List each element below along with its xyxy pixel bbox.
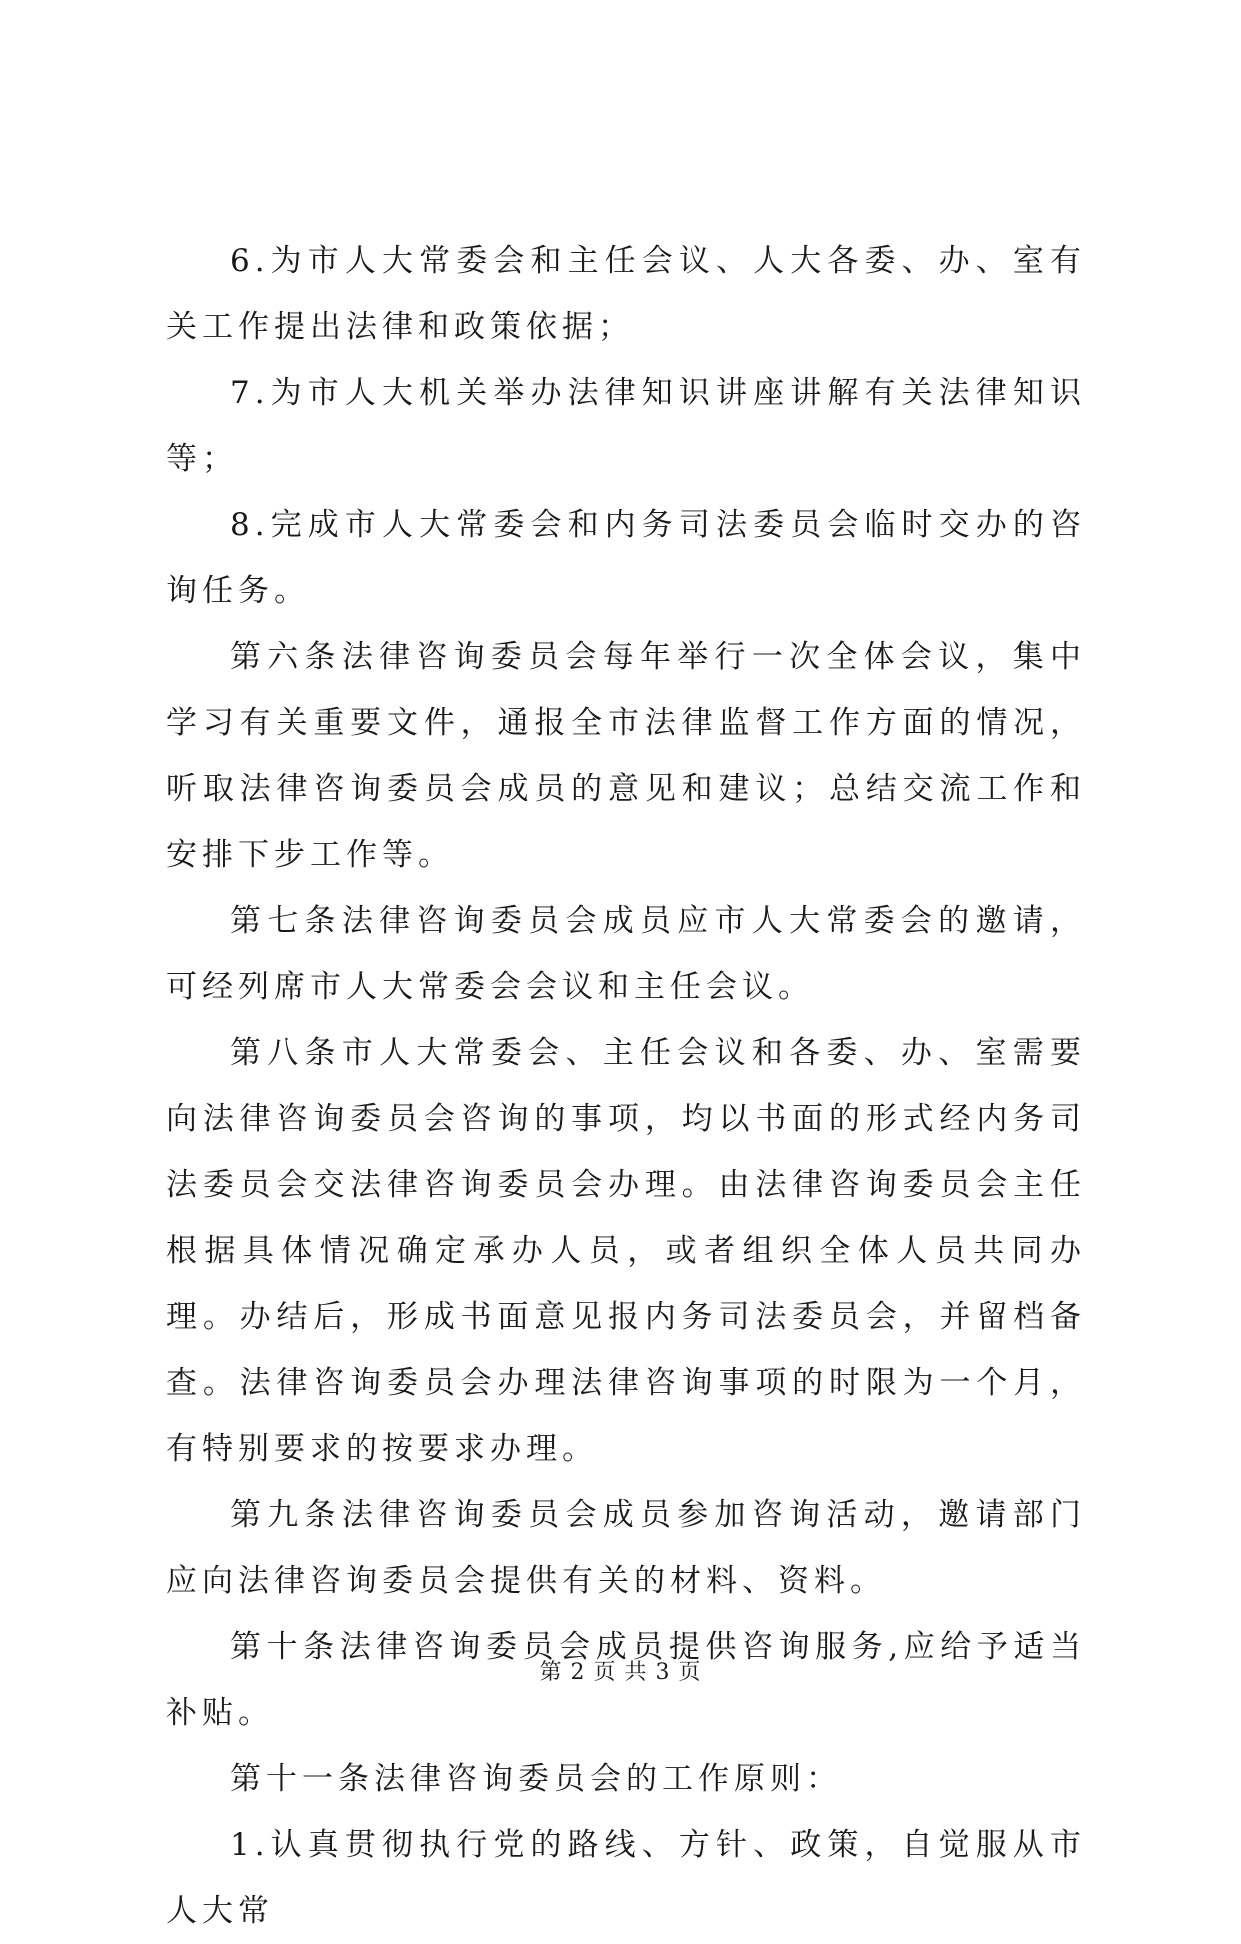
paragraph-article-6: 第六条法律咨询委员会每年举行一次全体会议，集中学习有关重要文件，通报全市法律监督工作方面的情况，听取法律咨询委员会成员的意见和建议；总结交流工作和安排下步工作等。 [166, 639, 1086, 873]
document-body [166, 228, 1086, 1944]
paragraph-article-8: 第八条市人大常委会、主任会议和各委、办、室需要向法律咨询委员会咨询的事项，均以书面的形式经内务司法委员会交法律咨询委员会办理。由法律咨询委员会主任根据具体情况确定承办人员，或者组织全体人员共同办理。办结后，形成书面意见报内务司法委员会，并留档备查。法律咨询委员会办理法律咨询事项的时限为一个月，有特别要求的按要求办理。 [166, 1035, 1086, 1467]
paragraph-item-8: 8.完成市人大常委会和内务司法委员会临时交办的咨询任务。 [166, 507, 1086, 609]
paragraph-article-9: 第九条法律咨询委员会成员参加咨询活动，邀请部门应向法律咨询委员会提供有关的材料、资料。 [166, 1497, 1086, 1599]
paragraph-article-10: 第十条法律咨询委员会成员提供咨询服务,应给予适当补贴。 [166, 1629, 1086, 1731]
paragraph-item-6: 6.为市人大常委会和主任会议、人大各委、办、室有关工作提出法律和政策依据； [166, 243, 1086, 345]
paragraph-item-7: 7.为市人大机关举办法律知识讲座讲解有关法律知识等； [166, 375, 1086, 477]
page-number-footer: 第 2 页 共 3 页 [539, 1660, 702, 1685]
paragraph-article-7: 第七条法律咨询委员会成员应市人大常委会的邀请，可经列席市人大常委会会议和主任会议。 [166, 903, 1086, 1005]
paragraph-article-11: 第十一条法律咨询委员会的工作原则： [230, 1761, 842, 1797]
paragraph-principle-1: 1.认真贯彻执行党的路线、方针、政策，自觉服从市人大常 [166, 1827, 1086, 1929]
